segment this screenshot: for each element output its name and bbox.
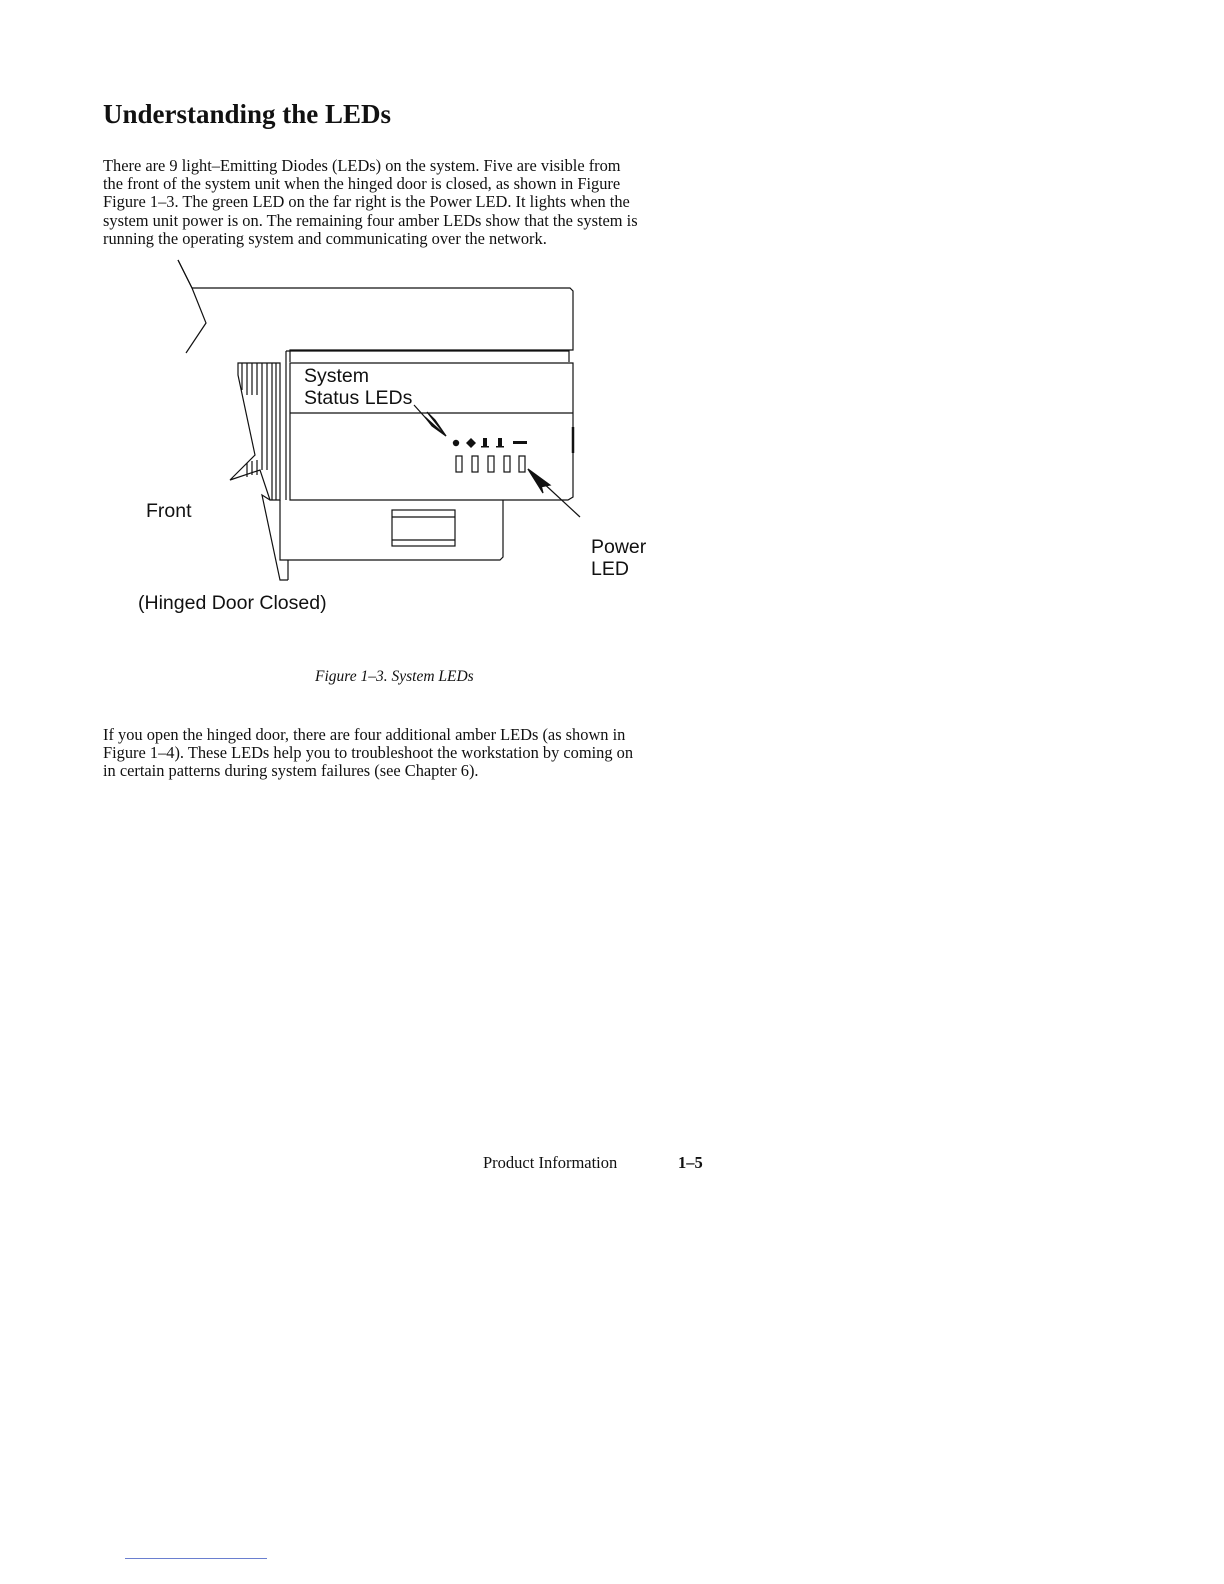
bottom-rule xyxy=(125,1558,267,1559)
hinged-door-label: (Hinged Door Closed) xyxy=(138,592,327,614)
intro-paragraph xyxy=(103,157,723,248)
text-line: There are 9 light–Emitting Diodes (LEDs) on the system. Five are visible from xyxy=(103,156,621,175)
led-row xyxy=(456,456,525,472)
led-symbols xyxy=(453,438,527,448)
front-label: Front xyxy=(146,500,192,522)
text-line: running the operating system and communicating over the network. xyxy=(103,228,547,248)
unit-top-cover xyxy=(178,260,573,362)
figure-caption: Figure 1–3. System LEDs xyxy=(315,668,474,685)
footer-section-title: Product Information xyxy=(483,1153,618,1172)
system-leds-figure xyxy=(120,255,680,635)
text-line: the front of the system unit when the hinged door is closed, as shown in Figure xyxy=(103,174,621,194)
label-line: LED xyxy=(591,558,629,580)
page-heading: Understanding the LEDs xyxy=(103,99,392,129)
label-line: Status LEDs xyxy=(304,387,413,409)
power-led-label xyxy=(591,536,646,580)
text-line: Figure 1–3. The green LED on the far right is the Power LED. It lights when the xyxy=(103,192,630,212)
unit-ledge xyxy=(286,351,569,362)
label-line: Power xyxy=(591,536,647,558)
system-status-leds-label xyxy=(304,365,412,409)
text-line: system unit power is on. The remaining four amber LEDs show that the system is xyxy=(103,210,638,230)
label-line: System xyxy=(304,365,370,387)
text-line: Figure 1–4). These LEDs help you to troubleshoot the workstation by coming on xyxy=(103,743,634,763)
hinged-door-paragraph xyxy=(103,726,723,781)
text-line: in certain patterns during system failures (see Chapter 6). xyxy=(103,761,479,781)
text-line: If you open the hinged door, there are four additional amber LEDs (as shown in xyxy=(103,725,626,744)
page-number: 1–5 xyxy=(678,1153,703,1172)
